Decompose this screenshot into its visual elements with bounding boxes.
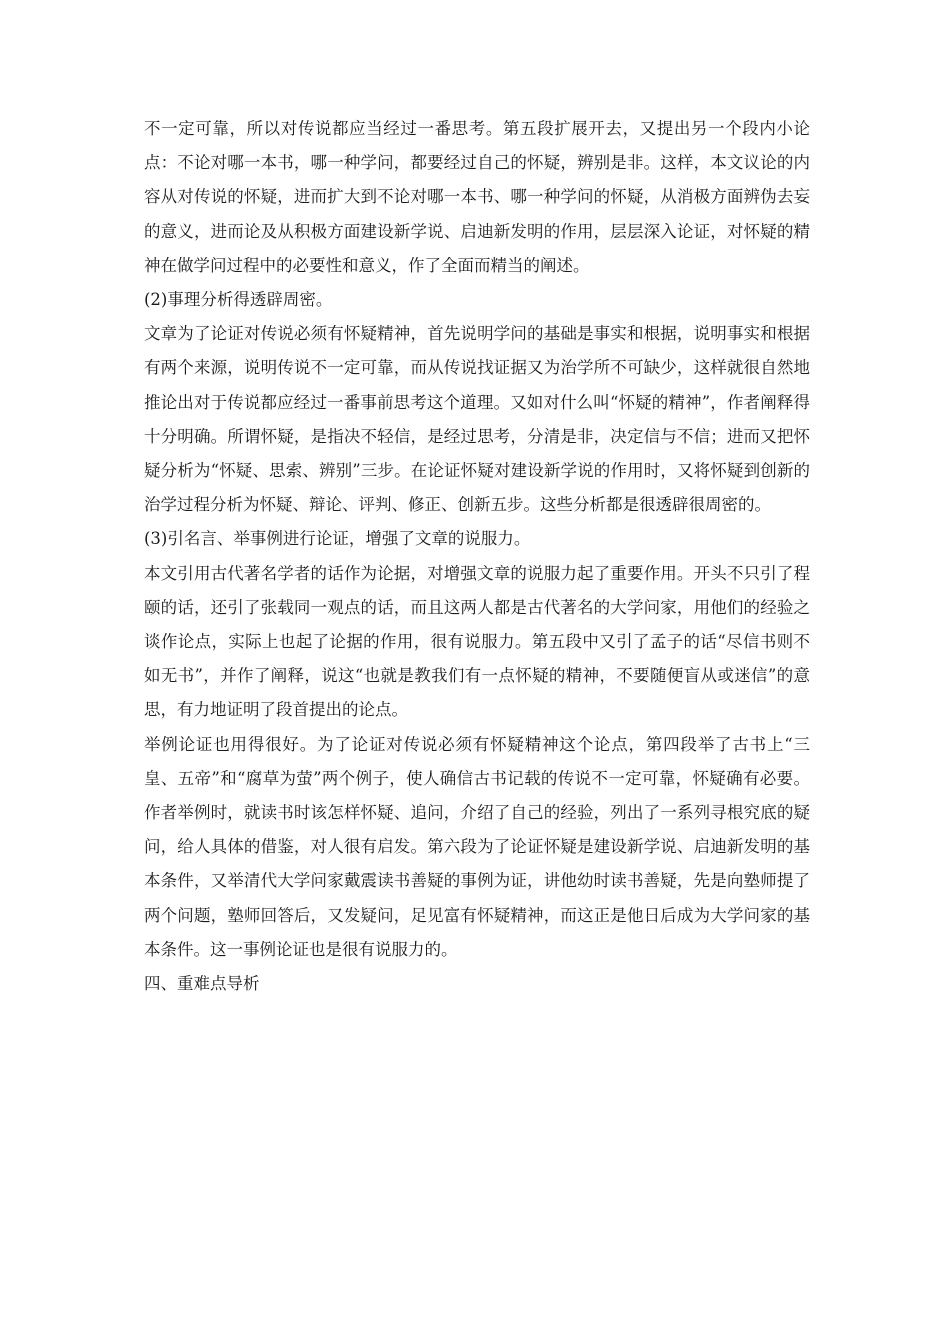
section-heading-4: 四、重难点导析 [144,974,260,994]
paragraph-examples: 举例论证也用得很好。为了论证对传说必须有怀疑精神这个论点，第四段举了古书上“三皇、五帝”和“腐草为萤”两个例子，使人确信古书记载的传说不一定可靠，怀疑确有必要。作者举例时，就读书时该怎样怀疑、追问，介绍了自己的经验，列出了一系列寻根究底的疑问，给人具体的借鉴，对人很有启发。第六段为了论证怀疑是建设新学说、启迪新发明的基本条件，又举清代大学问家戴震读书善疑的事例为证，讲他幼时读书善疑，先是向塾师提了两个问题，塾师回答后，又发疑问，足见富有怀疑精神，而这正是他日后成为大学问家的基本条件。这一事例论证也是很有说服力的。 [144,734,810,959]
subheading-3: (3)引名言、举事例进行论证，增强了文章的说服力。 [144,529,531,549]
paragraph-quotations: 本文引用古代著名学者的话作为论据，对增强文章的说服力起了重要作用。开头不只引了程颐的话，还引了张载同一观点的话，而且这两人都是古代著名的大学问家，用他们的经验之谈作论点，实际上也起了论据的作用，很有说服力。第五段中又引了孟子的话“尽信书则不如无书”，并作了阐释，说这“也就是教我们有一点怀疑的精神，不要随便盲从或迷信”的意思，有力地证明了段首提出的论点。 [144,563,810,720]
paragraph-continuation: 不一定可靠，所以对传说都应当经过一番思考。第五段扩展开去，又提出另一个段内小论点：不论对哪一本书，哪一种学问，都要经过自己的怀疑，辨别是非。这样，本文议论的内容从对传说的怀疑，进而扩大到不论对哪一本书、哪一种学问的怀疑，从消极方面辨伪去妄的意义，进而论及从积极方面建设新学说、启迪新发明的作用，层层深入论证，对怀疑的精神在做学问过程中的必要性和意义，作了全面而精当的阐述。 [144,119,810,275]
document-body [144,112,810,1001]
subheading-2: (2)事理分析得透辟周密。 [144,290,333,310]
paragraph-analysis: 文章为了论证对传说必须有怀疑精神，首先说明学问的基础是事实和根据，说明事实和根据有两个来源，说明传说不一定可靠，而从传说找证据又为治学所不可缺少，这样就很自然地推论出对于传说都应经过一番事前思考这个道理。又如对什么叫“怀疑的精神”，作者阐释得十分明确。所谓怀疑，是指决不轻信，是经过思考，分清是非，决定信与不信；进而又把怀疑分析为“怀疑、思索、辨别”三步。在论证怀疑对建设新学说的作用时，又将怀疑到创新的治学过程分析为怀疑、辩论、评判、修正、创新五步。这些分析都是很透辟很周密的。 [144,324,810,515]
